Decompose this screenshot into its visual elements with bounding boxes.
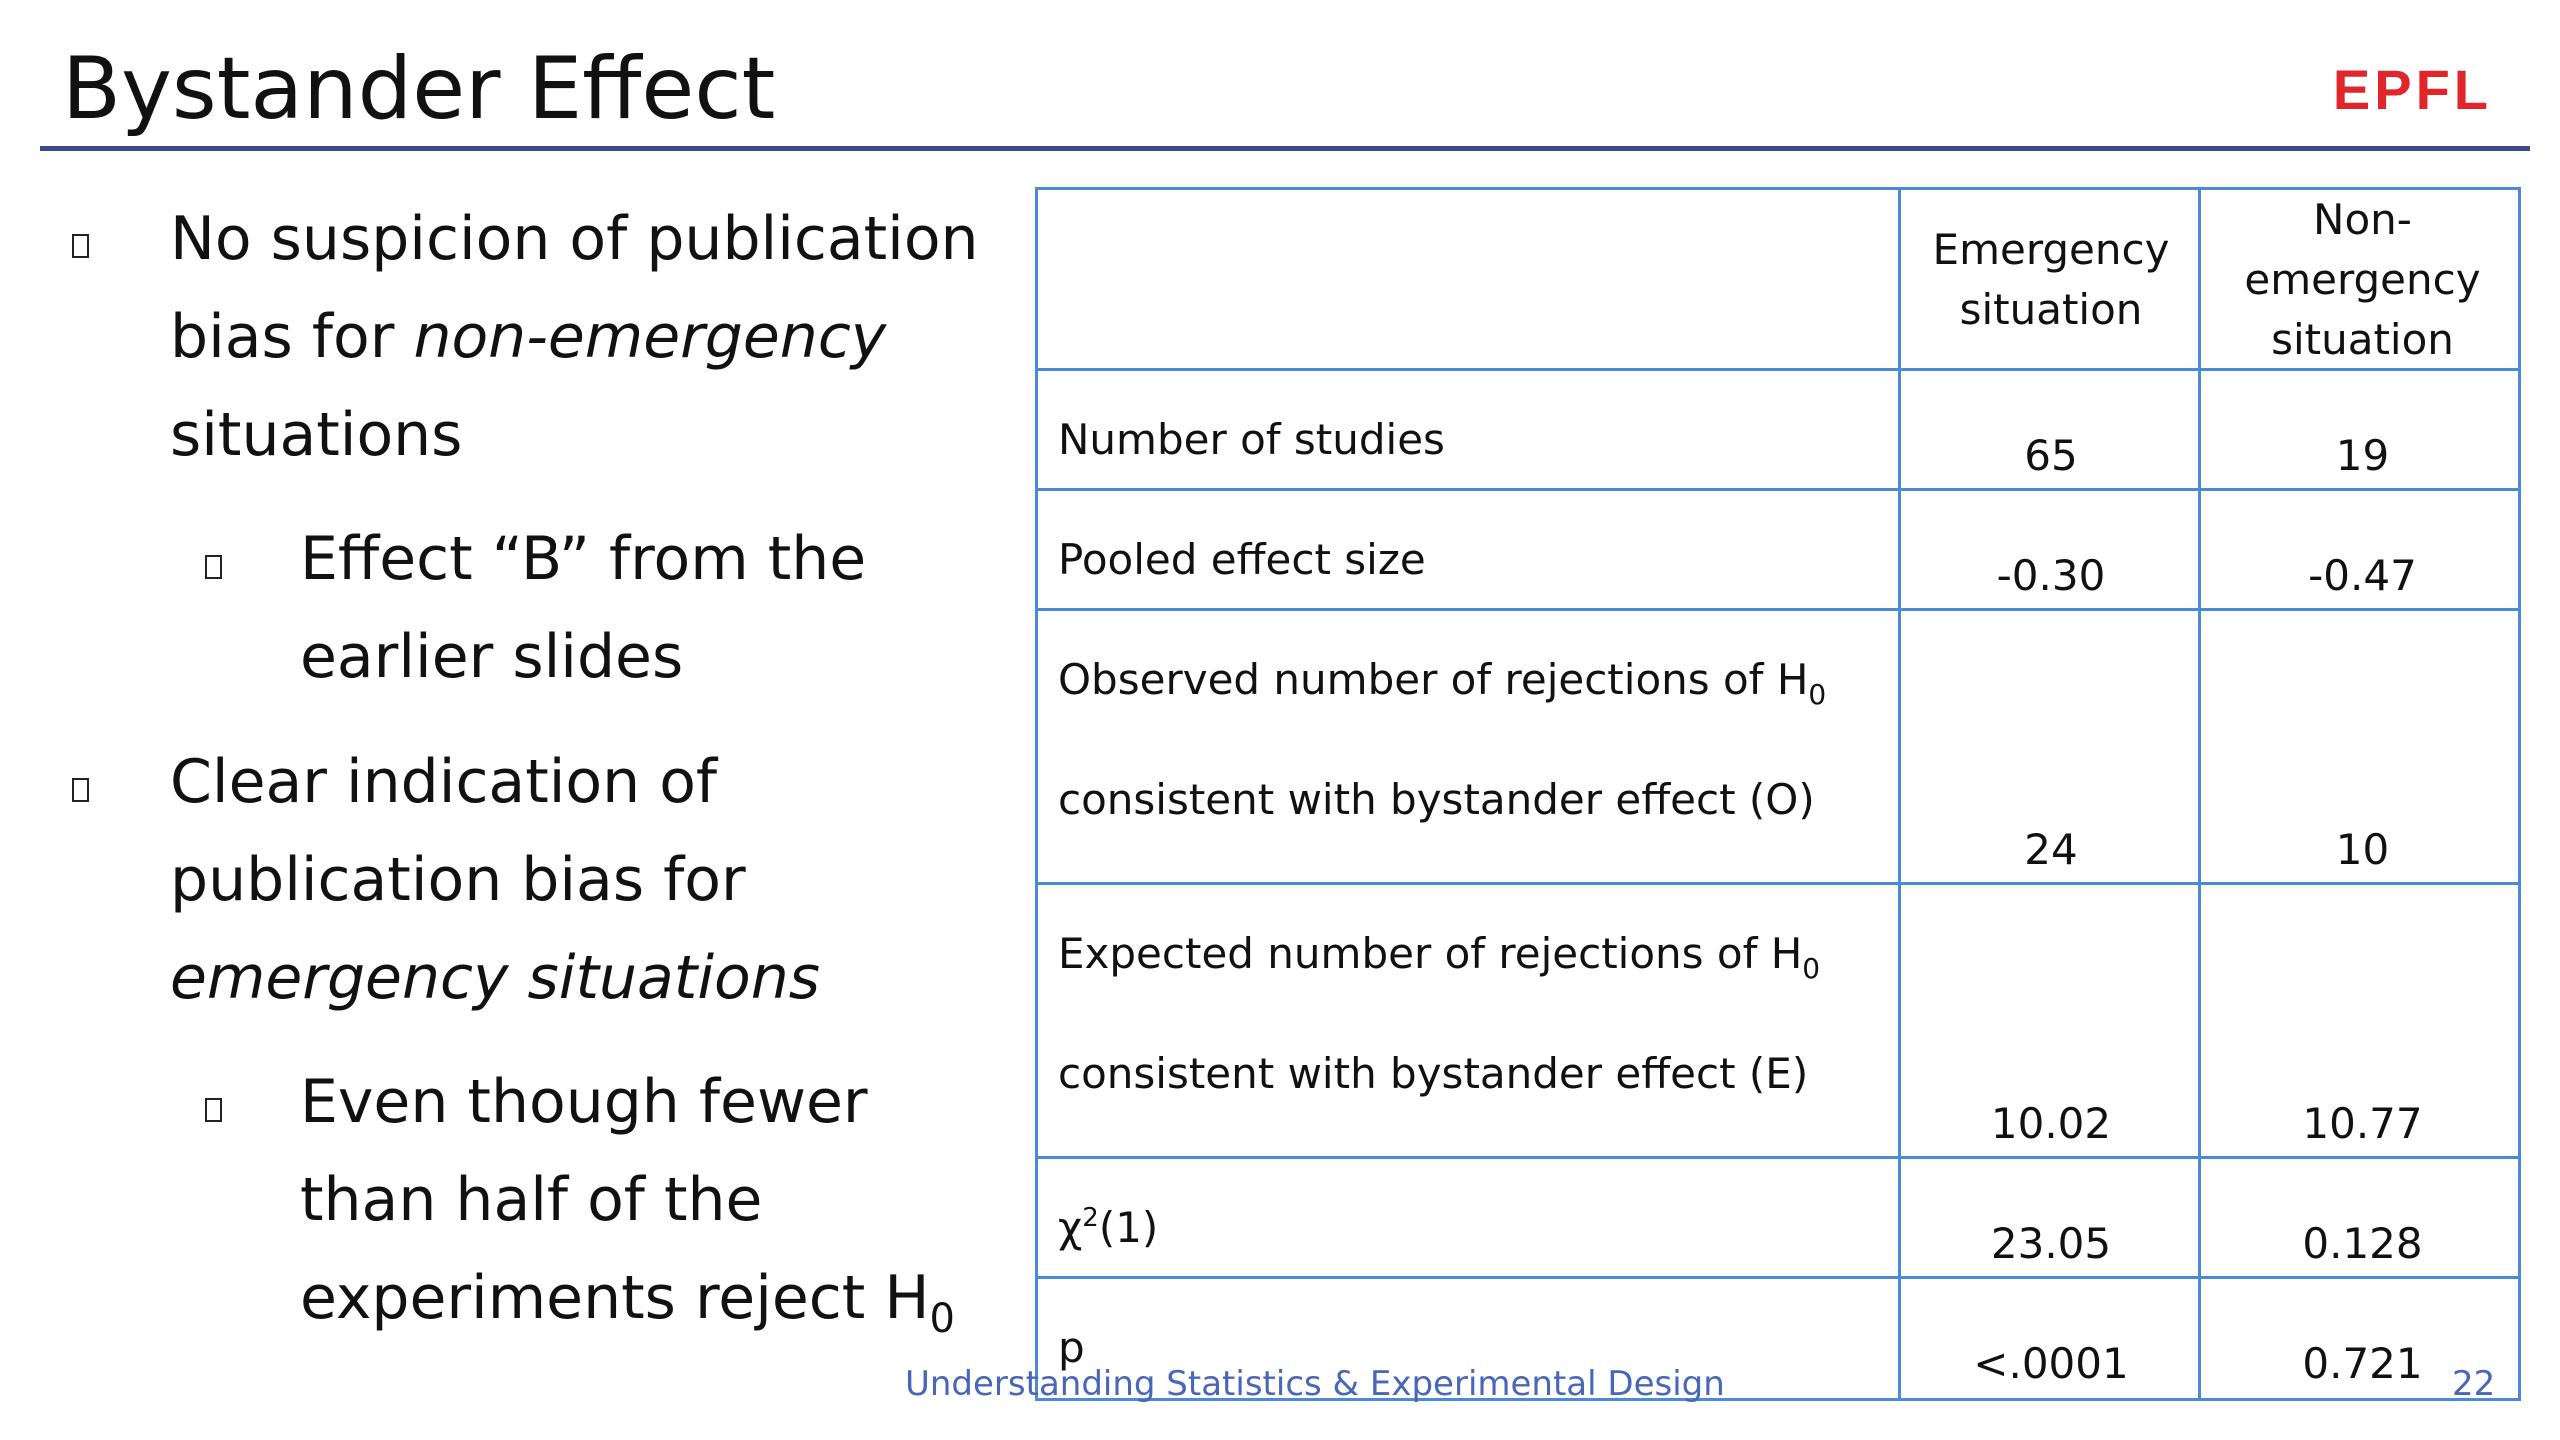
footer-course-title: Understanding Statistics & Experimental Design (905, 1364, 1725, 1404)
row-label-chi: χ (1058, 1203, 1083, 1252)
bullet-2-emphasis: emergency situations (170, 943, 820, 1013)
bullet-marker-icon (72, 778, 89, 802)
row-label-expected-subscript: 0 (1802, 952, 1821, 985)
row-label-observed-line2: consistent with bystander effect (O) (1058, 775, 1815, 824)
title-divider (40, 146, 2530, 151)
sub-bullet-marker-icon (205, 555, 222, 579)
sub-bullet-1 (300, 510, 1000, 706)
cell-studies-non-emergency: 19 (2335, 431, 2390, 480)
row-label-p: p (1058, 1323, 1085, 1372)
cell-chi-emergency: 23.05 (1990, 1219, 2112, 1268)
slide-title: Bystander Effect (62, 39, 776, 139)
bullet-1 (170, 190, 1000, 484)
sub-bullet-marker-icon (205, 1098, 222, 1122)
row-label-expected-line2: consistent with bystander effect (E) (1058, 1049, 1809, 1098)
cell-p-non-emergency: 0.721 (2302, 1339, 2423, 1388)
bullet-1-text-end: situations (170, 400, 463, 470)
row-label-observed-line1: Observed number of rejections of H (1058, 655, 1809, 704)
sub-bullet-2-text: Even though fewer than half of the experiments reject H (300, 1067, 930, 1333)
cell-p-emergency: <.0001 (1973, 1339, 2129, 1388)
cell-pooled-emergency: -0.30 (1996, 551, 2106, 600)
sub-bullet-2-subscript: 0 (929, 1296, 955, 1342)
cell-expected-non-emergency: 10.77 (2302, 1099, 2423, 1148)
cell-pooled-non-emergency: -0.47 (2308, 551, 2417, 600)
sub-bullet-1-text: Effect “B” from the earlier slides (300, 524, 867, 692)
sub-bullet-2 (300, 1053, 1000, 1347)
bullet-1-emphasis: non-emergency (413, 302, 887, 372)
cell-observed-non-emergency: 10 (2335, 825, 2390, 874)
page-number: 22 (2452, 1364, 2496, 1404)
row-label-observed-subscript: 0 (1808, 678, 1827, 711)
bullet-marker-icon (72, 234, 89, 258)
row-label-chi-superscript: 2 (1082, 1203, 1099, 1233)
results-table (1035, 187, 2521, 1401)
row-divider (1038, 608, 2518, 611)
bullet-1-text: No suspicion of publication bias for (170, 204, 979, 372)
cell-observed-emergency: 24 (2024, 825, 2078, 874)
row-divider (1038, 1276, 2518, 1279)
epfl-logo: EPFL (2332, 58, 2492, 121)
bullet-2 (170, 733, 1000, 1027)
row-divider (1038, 1156, 2518, 1159)
row-divider (1038, 488, 2518, 491)
header-non-emergency: Non-emergency situation (2244, 195, 2481, 364)
cell-studies-emergency: 65 (2024, 431, 2078, 480)
row-label-chi-square (1058, 1200, 1158, 1256)
row-label-expected (1058, 926, 1821, 985)
bullet-2-text: Clear indication of publication bias for (170, 747, 746, 915)
row-label-studies: Number of studies (1058, 415, 1445, 464)
row-label-chi-rest: (1) (1098, 1203, 1159, 1252)
row-divider (1038, 882, 2518, 885)
row-label-pooled: Pooled effect size (1058, 535, 1426, 584)
row-label-observed (1058, 652, 1827, 711)
row-label-expected-line1: Expected number of rejections of H (1058, 929, 1803, 978)
cell-chi-non-emergency: 0.128 (2302, 1219, 2423, 1268)
header-emergency: Emergency situation (1932, 225, 2170, 334)
cell-expected-emergency: 10.02 (1990, 1099, 2112, 1148)
